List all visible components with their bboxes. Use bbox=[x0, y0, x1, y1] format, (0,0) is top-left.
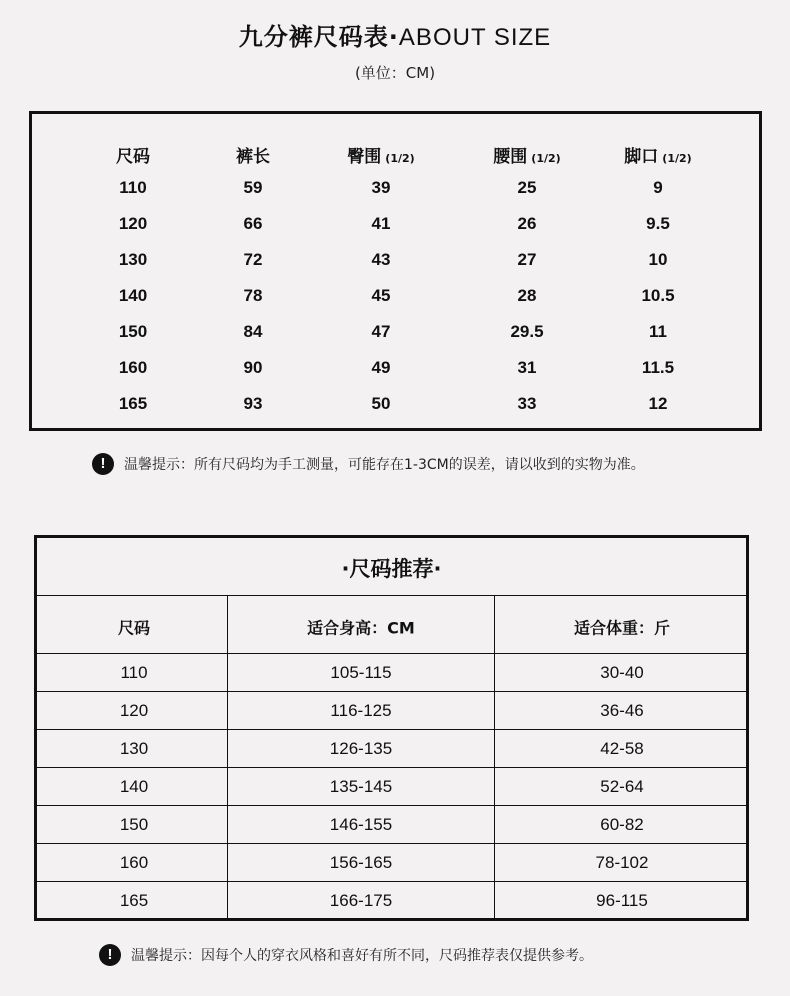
recommend-table-cell: 120 bbox=[119, 701, 149, 720]
size-table-cell: 41 bbox=[371, 214, 391, 233]
size-table-cell: 9.5 bbox=[646, 214, 670, 233]
size-table-cell: 10.5 bbox=[641, 286, 675, 305]
page-title bbox=[0, 22, 790, 53]
size-table-cell: 29.5 bbox=[510, 322, 544, 341]
size-table-cell: 150 bbox=[118, 322, 148, 341]
table-divider bbox=[37, 843, 746, 844]
recommend-table-cell: 165 bbox=[119, 891, 149, 910]
notice-text: 温馨提示：因每个人的穿衣风格和喜好有所不同，尺码推荐表仅提供参考。 bbox=[131, 948, 593, 964]
size-table-header-half: (1/2) bbox=[531, 152, 561, 165]
table-divider bbox=[37, 653, 746, 654]
size-table-cell: 11.5 bbox=[641, 358, 675, 377]
recommend-table-cell: 135-145 bbox=[329, 777, 393, 796]
recommend-table-header: 适合身高：CM bbox=[307, 618, 415, 638]
size-table-cell: 43 bbox=[371, 250, 391, 269]
size-table-cell: 12 bbox=[648, 394, 668, 413]
recommend-table-header: 尺码 bbox=[117, 618, 151, 638]
size-table-cell: 33 bbox=[517, 394, 537, 413]
size-table-cell: 78 bbox=[243, 286, 263, 305]
table-divider bbox=[494, 596, 495, 918]
size-table-cell: 130 bbox=[118, 250, 148, 269]
recommend-table-cell: 96-115 bbox=[596, 891, 648, 910]
recommend-table-cell: 30-40 bbox=[600, 663, 644, 682]
size-table-header-half: (1/2) bbox=[385, 152, 415, 165]
size-table-header-label: 裤长 bbox=[236, 147, 270, 167]
exclamation-icon: ! bbox=[92, 453, 114, 475]
title-cn: 九分裤尺码表· bbox=[238, 23, 399, 51]
recommend-table-cell: 52-64 bbox=[600, 777, 644, 796]
recommend-table-header: 适合体重：斤 bbox=[573, 618, 671, 638]
size-table-cell: 66 bbox=[243, 214, 263, 233]
notice-text: 温馨提示：所有尺码均为手工测量，可能存在1-3CM的误差，请以收到的实物为准。 bbox=[124, 457, 645, 473]
size-table-header-label: 尺码 bbox=[116, 147, 150, 167]
recommend-table-cell: 36-46 bbox=[600, 701, 644, 720]
size-table-cell: 47 bbox=[371, 322, 391, 341]
recommend-table-cell: 130 bbox=[119, 739, 149, 758]
recommend-table-cell: 166-175 bbox=[329, 891, 393, 910]
table-divider bbox=[227, 596, 228, 918]
size-table-cell: 31 bbox=[517, 358, 537, 377]
recommend-table-cell: 105-115 bbox=[330, 663, 392, 682]
recommend-table-cell: 126-135 bbox=[329, 739, 393, 758]
table-divider bbox=[37, 805, 746, 806]
recommend-table bbox=[34, 535, 749, 921]
size-table-cell: 160 bbox=[118, 358, 148, 377]
size-table-header-label: 脚口 bbox=[624, 147, 659, 167]
size-table-cell: 84 bbox=[243, 322, 263, 341]
recommend-table-cell: 150 bbox=[119, 815, 149, 834]
table-divider bbox=[37, 767, 746, 768]
size-table-cell: 45 bbox=[371, 286, 391, 305]
size-table-cell: 49 bbox=[371, 358, 391, 377]
size-table-cell: 90 bbox=[243, 358, 263, 377]
size-table-cell: 39 bbox=[371, 178, 391, 197]
size-table-cell: 59 bbox=[243, 178, 263, 197]
table-divider bbox=[37, 691, 746, 692]
size-table bbox=[29, 111, 762, 431]
exclamation-icon: ! bbox=[99, 944, 121, 966]
recommend-table-cell: 140 bbox=[119, 777, 149, 796]
size-table-header bbox=[347, 142, 414, 167]
size-table-header bbox=[116, 142, 150, 167]
size-table-cell: 10 bbox=[648, 250, 668, 269]
size-table-cell: 25 bbox=[517, 178, 537, 197]
table-divider bbox=[37, 729, 746, 730]
size-table-header bbox=[624, 142, 691, 167]
unit-label: (单位：CM) bbox=[354, 64, 436, 82]
recommend-table-cell: 78-102 bbox=[595, 853, 649, 872]
size-table-header bbox=[236, 142, 270, 167]
size-table-header-label: 腰围 bbox=[493, 147, 528, 167]
recommend-table-cell: 160 bbox=[119, 853, 149, 872]
size-table-header bbox=[493, 142, 560, 167]
size-table-cell: 110 bbox=[119, 178, 147, 197]
size-table-cell: 72 bbox=[243, 250, 263, 269]
size-table-cell: 28 bbox=[517, 286, 537, 305]
recommend-table-cell: 110 bbox=[120, 663, 148, 682]
size-table-cell: 11 bbox=[649, 322, 667, 341]
size-table-cell: 9 bbox=[653, 178, 663, 197]
recommend-table-cell: 60-82 bbox=[600, 815, 644, 834]
recommend-table-cell: 116-125 bbox=[330, 701, 392, 720]
recommend-table-cell: 146-155 bbox=[329, 815, 393, 834]
size-table-cell: 93 bbox=[243, 394, 263, 413]
table-divider bbox=[37, 881, 746, 882]
notice-reference bbox=[99, 944, 593, 966]
size-table-header-half: (1/2) bbox=[662, 152, 692, 165]
recommend-table-cell: 156-165 bbox=[329, 853, 393, 872]
title-en: ABOUT SIZE bbox=[398, 24, 552, 51]
size-table-cell: 27 bbox=[517, 250, 537, 269]
size-table-cell: 26 bbox=[517, 214, 537, 233]
size-table-cell: 140 bbox=[118, 286, 148, 305]
notice-size-accuracy bbox=[92, 453, 645, 475]
recommend-table-caption: ·尺码推荐· bbox=[37, 538, 746, 596]
size-table-header-label: 臀围 bbox=[347, 147, 382, 167]
size-table-cell: 165 bbox=[118, 394, 148, 413]
recommend-table-cell: 42-58 bbox=[600, 739, 644, 758]
size-table-cell: 50 bbox=[371, 394, 391, 413]
size-table-cell: 120 bbox=[118, 214, 148, 233]
